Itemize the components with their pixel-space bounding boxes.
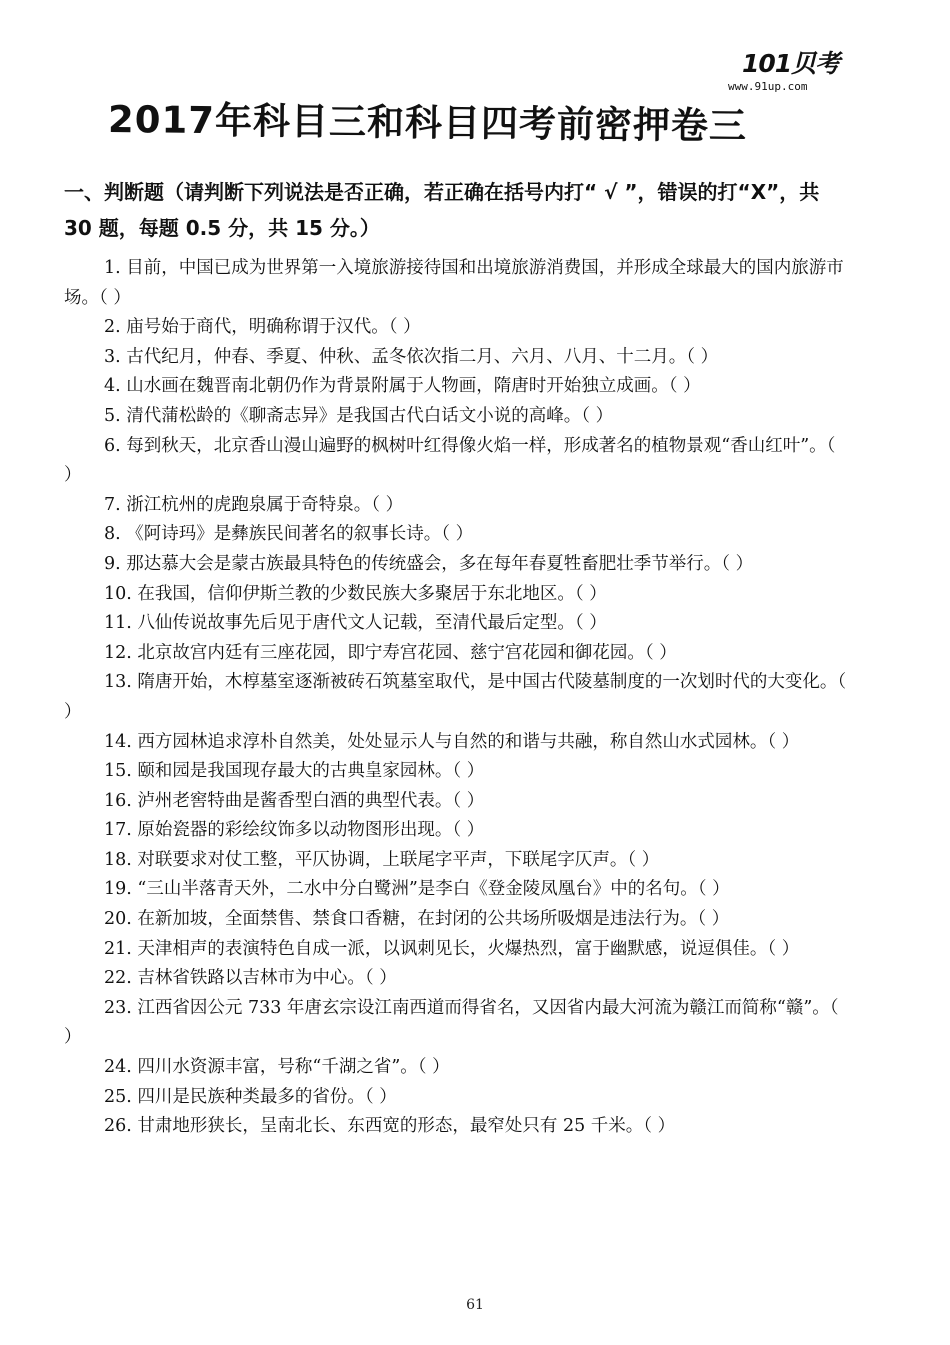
section-heading: 一、判断题（请判断下列说法是否正确，若正确在括号内打“ √ ”，错误的打“X”，共 30 题，每题 0.5 分，共 15 分。） [64, 180, 820, 240]
question-item: 17. 原始瓷器的彩绘纹饰多以动物图形出现。（ ） [104, 820, 485, 841]
question-item: 7. 浙江杭州的虎跑泉属于奇特泉。（ ） [104, 494, 404, 515]
question-item: 16. 泸州老窖特曲是酱香型白酒的典型代表。（ ） [104, 790, 485, 811]
question-item: 15. 颐和园是我国现存最大的古典皇家园林。（ ） [104, 761, 485, 782]
question-item: 18. 对联要求对仗工整，平仄协调，上联尾字平声，下联尾字仄声。（ ） [104, 849, 660, 870]
question-item: 8. 《阿诗玛》是彝族民间著名的叙事长诗。（ ） [104, 524, 474, 545]
question-item: 23. 江西省因公元 733 年唐玄宗设江南西道而得省名，又因省内最大河流为赣江而简称“赣”。（ ） [64, 997, 839, 1048]
page-title: 2017年科目三和科目四考前密押卷三 [107, 98, 748, 148]
question-item: 9. 那达慕大会是蒙古族最具特色的传统盛会，多在每年春夏牲畜肥壮季节举行。（ ） [104, 553, 754, 574]
question-item: 13. 隋唐开始，木椁墓室逐渐被砖石筑墓室取代，是中国古代陵墓制度的一次划时代的大变化。（ ） [64, 672, 847, 722]
question-item: 14. 西方园林追求淳朴自然美，处处显示人与自然的和谐与共融，称自然山水式园林。（ ） [104, 731, 800, 752]
question-item: 1. 目前，中国已成为世界第一入境旅游接待国和出境旅游消费国，并形成全球最大的国内旅游市场。（ ） [64, 258, 844, 308]
page-number: 61 [466, 1297, 484, 1313]
question-item: 26. 甘肃地形狭长，呈南北长、东西宽的形态，最窄处只有 25 千米。（ ） [104, 1116, 676, 1137]
question-item: 11. 八仙传说故事先后见于唐代文人记载，至清代最后定型。（ ） [104, 613, 607, 634]
question-item: 2. 庙号始于商代，明确称谓于汉代。（ ） [104, 317, 421, 338]
question-item: 12. 北京故宫内廷有三座花园，即宁寿宫花园、慈宁宫花园和御花园。（ ） [104, 642, 677, 663]
question-item: 25. 四川是民族种类最多的省份。（ ） [104, 1086, 397, 1107]
brand-logo [728, 49, 852, 93]
logo-mark: 101贝考 [742, 49, 840, 78]
question-item: 6. 每到秋天，北京香山漫山遍野的枫树叶红得像火焰一样，形成著名的植物景观“香山红叶”。（ ） [64, 435, 836, 486]
question-item: 5. 清代蒲松龄的《聊斋志异》是我国古代白话文小说的高峰。（ ） [104, 405, 614, 426]
question-item: 22. 吉林省铁路以吉林市为中心。（ ） [104, 968, 397, 989]
question-item: 10. 在我国，信仰伊斯兰教的少数民族大多聚居于东北地区。（ ） [104, 583, 607, 604]
question-item: 4. 山水画在魏晋南北朝仍作为背景附属于人物画，隋唐时开始独立成画。（ ） [104, 376, 701, 397]
question-item: 24. 四川水资源丰富，号称“千湖之省”。（ ） [104, 1057, 450, 1078]
question-item: 3. 古代纪月，仲春、季夏、仲秋、孟冬依次指二月、六月、八月、十二月。（ ） [104, 346, 719, 367]
question-list [64, 254, 848, 1142]
question-item: 21. 天津相声的表演特色自成一派，以讽刺见长，火爆热烈，富于幽默感，说逗俱佳。（ ） [104, 938, 800, 959]
logo-url: www.91up.com [728, 80, 808, 93]
question-item: 20. 在新加坡，全面禁售、禁食口香糖，在封闭的公共场所吸烟是违法行为。（ ） [104, 909, 730, 930]
question-item: 19. “三山半落青天外，二水中分白鹭洲”是李白《登金陵凤凰台》中的名句。（ ） [104, 879, 730, 900]
